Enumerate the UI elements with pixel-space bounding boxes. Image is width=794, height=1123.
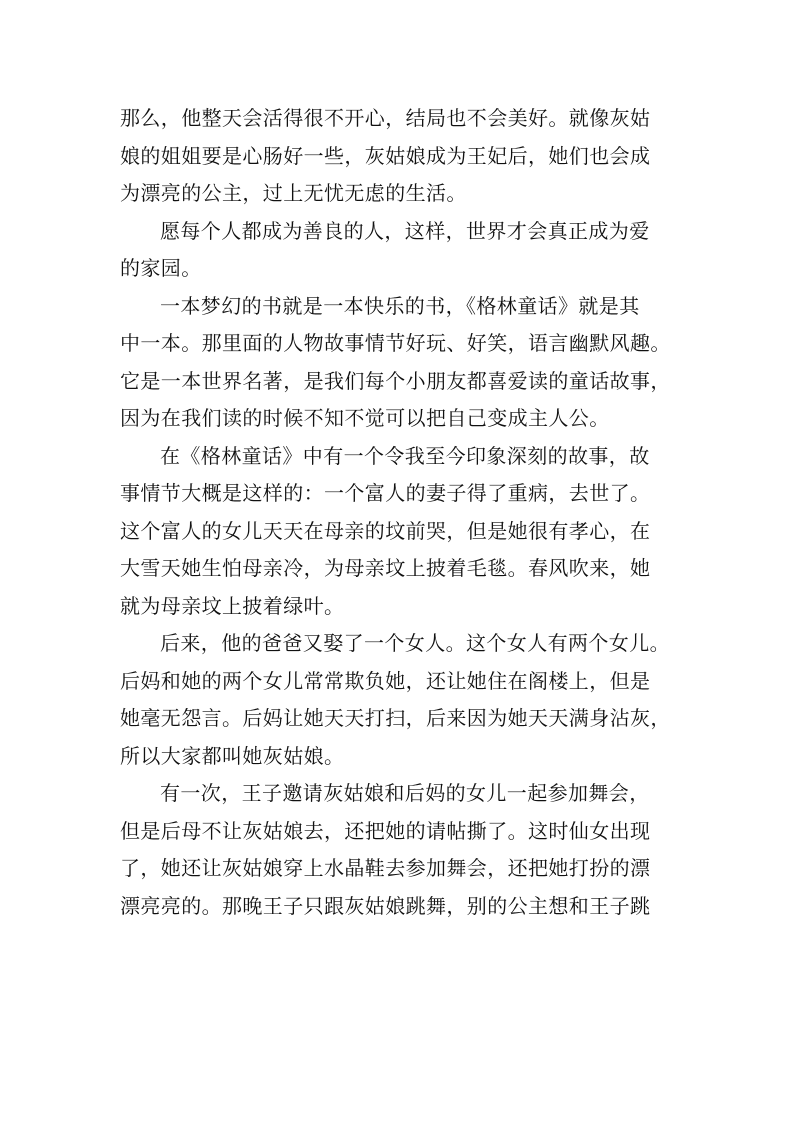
text-line: 后来，他的爸爸又娶了一个女人。这个女人有两个女儿。 [160, 631, 670, 655]
text-line: 娘的姐姐要是心肠好一些，灰姑娘成为王妃后，她们也会成 [120, 143, 651, 168]
text-line: 但是后母不让灰姑娘去，还把她的请帖撕了。这时仙女出现 [120, 818, 651, 843]
paragraph [120, 288, 676, 438]
paragraph [120, 775, 676, 925]
document-page [120, 100, 676, 925]
text-line: 所以大家都叫她灰姑娘。 [120, 743, 345, 768]
text-line: 在《格林童话》中有一个令我至今印象深刻的故事，故 [160, 443, 650, 468]
text-line: 漂亮亮的。那晚王子只跟灰姑娘跳舞，别的公主想和王子跳 [120, 893, 651, 918]
paragraph [120, 438, 676, 626]
text-line: 一本梦幻的书就是一本快乐的书，《格林童话》就是其 [160, 293, 640, 318]
text-line: 事情节大概是这样的：一个富人的妻子得了重病，去世了。 [120, 481, 651, 505]
text-line: 的家园。 [120, 256, 202, 280]
text-line: 有一次，王子邀请灰姑娘和后妈的女儿一起参加舞会， [160, 781, 650, 805]
paragraph [120, 625, 676, 775]
text-line: 为漂亮的公主，过上无忧无虑的生活。 [120, 181, 467, 205]
text-line: 这个富人的女儿天天在母亲的坟前哭，但是她很有孝心，在 [120, 518, 651, 543]
text-line: 它是一本世界名著，是我们每个小朋友都喜爱读的童话故事， [120, 368, 671, 393]
paragraph [120, 213, 676, 288]
text-line: 就为母亲坟上披着绿叶。 [120, 593, 345, 618]
paragraph [120, 100, 676, 213]
text-line: 中一本。那里面的人物故事情节好玩、好笑，语言幽默风趣。 [120, 331, 671, 355]
text-line: 了，她还让灰姑娘穿上水晶鞋去参加舞会，还把她打扮的漂 [120, 856, 651, 880]
text-line: 她毫无怨言。后妈让她天天打扫，后来因为她天天满身沾灰， [120, 706, 671, 730]
text-line: 那么，他整天会活得很不开心，结局也不会美好。就像灰姑 [120, 106, 651, 130]
text-line: 大雪天她生怕母亲冷，为母亲坟上披着毛毯。春风吹来，她 [120, 556, 651, 580]
text-line: 愿每个人都成为善良的人，这样，世界才会真正成为爱 [160, 218, 650, 243]
text-line: 后妈和她的两个女儿常常欺负她，还让她住在阁楼上，但是 [120, 668, 651, 693]
text-line: 因为在我们读的时候不知不觉可以把自己变成主人公。 [120, 406, 610, 430]
